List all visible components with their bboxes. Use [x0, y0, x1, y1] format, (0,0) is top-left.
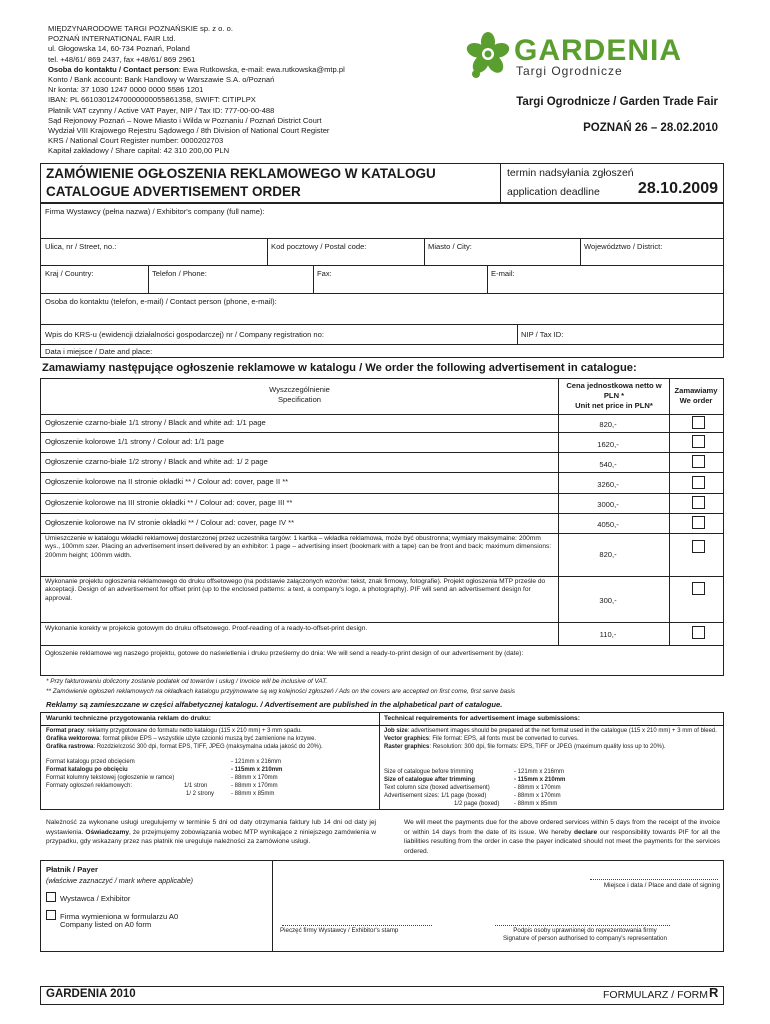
fair-title: Targi Ogrodnicze / Garden Trade Fair: [516, 96, 718, 108]
cover-note: ** Zamówienie ogłoszeń reklamowych na okładkach katalogu przyjmowane są wg kolejności zgłoszeń / Ads on the covers are accepted on first come, first serve basis: [46, 688, 515, 695]
payment-text: We will meet the payments due for the above ordered services within 5 days from the receipt of the invoice or within 14 days from the date of its issue. We hereby: [404, 819, 720, 836]
table-row-price: 110,-: [599, 630, 617, 639]
organizer-info: [48, 24, 468, 157]
spec-header-pl: Wyszczególnienie: [269, 385, 330, 394]
tech-title-en: Technical requirements for advertisement image submissions:: [384, 715, 580, 722]
tech-def: : reklamy przygotowane do formatu netto katalogu (115 x 210 mm) + 3 mm spadu.: [84, 728, 302, 734]
spec-header-en: Specification: [277, 395, 322, 404]
footer-event: GARDENIA 2010: [46, 988, 136, 1000]
street-field[interactable]: Ulica, nr / Street, no.:: [45, 242, 117, 251]
payer-option-label: Wystawca / Exhibitor: [60, 894, 131, 903]
exhibitor-stamp-field[interactable]: Pieczęć firmy Wystawcy / Exhibitor's stamp: [280, 927, 399, 934]
email-field[interactable]: E-mail:: [491, 269, 515, 278]
signature-label-pl: Podpis osoby uprawnionej do reprezentowania firmy: [513, 927, 657, 934]
size-value: - 88mm x 170mm: [514, 785, 561, 791]
payment-text: , że przejmujemy zobowiązania wobec MTP wynikające z niniejszego zamówienia w przypadku, gdy wskazany przez nas płatnik nie ureguluje należności za zamówione usługi.: [46, 828, 376, 845]
table-row-spec: Ogłoszenie czarno-białe 1/2 strony / Black and white ad: 1/ 2 page: [45, 457, 268, 466]
table-row-price: 1620,-: [597, 440, 619, 449]
order-header-pl: Zamawiamy: [674, 386, 718, 395]
order-checkbox[interactable]: [692, 582, 705, 595]
postal-code-field[interactable]: Kod pocztowy / Postal code:: [271, 242, 367, 251]
table-row-price: 540,-: [599, 460, 617, 469]
org-line: KRS / National Court Register number: 0000202703: [48, 136, 224, 146]
org-contact-label: Osoba do kontaktu / Contact person: [48, 64, 179, 74]
size-value: - 88mm x 170mm: [231, 775, 278, 781]
deadline-label-en: application deadline: [507, 186, 600, 198]
order-checkbox[interactable]: [692, 626, 705, 639]
size-label: Size of catalogue after trimming: [384, 777, 476, 783]
payer-option-label: Firma wymieniona w formularzu A0: [60, 912, 179, 921]
payment-text: declare: [574, 828, 598, 836]
org-line: MIĘDZYNARODOWE TARGI POZNAŃSKIE sp. z o. o.: [48, 24, 233, 33]
table-row-price: 820,-: [599, 550, 617, 559]
order-header-en: We order: [679, 396, 713, 405]
order-checkbox[interactable]: [692, 435, 705, 448]
tech-term: Grafika wektorowa: [46, 736, 100, 742]
phone-field[interactable]: Telefon / Phone:: [152, 269, 207, 278]
spec-header: [41, 385, 558, 405]
org-line: POZNAŃ INTERNATIONAL FAIR Ltd.: [48, 34, 176, 44]
vat-note: * Przy fakturowaniu doliczony zostanie podatek od towarów i usług / Invoice will be inclusive of VAT.: [46, 678, 328, 685]
table-row-price: 300,-: [599, 596, 617, 605]
org-line: Nr konta: 37 1030 1247 0000 0000 5586 1201: [48, 85, 204, 95]
size-label: Formaty ogłoszeń reklamowych:: [46, 783, 133, 789]
size-label: Format katalogu po obcięciu: [46, 767, 128, 773]
sizes-pl: [46, 758, 374, 798]
payment-text: our responsibility towards PIF for all the liabilities resulting from the order in case the payer indicated should not meet the payments for the services ordered.: [404, 828, 720, 855]
table-row-price: 3260,-: [597, 480, 619, 489]
table-row-price: 3000,-: [597, 500, 619, 509]
table-row-spec: Umieszczenie w katalogu wkładki reklamowej dostarczonej przez uczestnika targów: 1 kartka – wkładka reklamowa, może być obustronna; wymiary maksymalne: 200mm wys., 100mm szer. Placing an advertisement insert delivered by an exhibitor: 1 page – advertising insert (bookmark with a tape) can be front and back; maximum dimensions: 200mm height; 100mm width.: [45, 535, 552, 559]
registration-field[interactable]: Wpis do KRS-u (ewidencji działalności gospodarczej) nr / Company registration no:: [45, 330, 324, 339]
table-row-spec: Ogłoszenie kolorowe 1/1 strony / Colour ad: 1/1 page: [45, 437, 224, 446]
payment-terms-en: [404, 818, 720, 856]
org-line: ul. Głogowska 14, 60-734 Poznań, Poland: [48, 44, 190, 54]
tech-title-pl: Warunki techniczne przygotowania reklam do druku:: [46, 715, 211, 722]
order-checkbox[interactable]: [692, 416, 705, 429]
org-line: Wydział VIII Krajowego Rejestru Sądowego / 8th Division of National Court Register: [48, 126, 330, 136]
payer-option-exhibitor[interactable]: [46, 892, 130, 903]
order-checkbox[interactable]: [692, 476, 705, 489]
price-header-en: Unit net price in PLN*: [575, 401, 653, 410]
fax-field[interactable]: Fax:: [317, 269, 332, 278]
table-row-price: 4050,-: [597, 520, 619, 529]
size-label: Advertisement sizes: 1/1 page (boxed): [384, 793, 487, 799]
org-contact: [48, 65, 468, 75]
price-header: [559, 381, 669, 411]
tech-text-en: [384, 727, 718, 751]
tax-id-field[interactable]: NIP / Tax ID:: [521, 330, 564, 339]
signature-field[interactable]: [470, 927, 700, 944]
contact-person-field[interactable]: Osoba do kontaktu (telefon, e-mail) / Contact person (phone, e-mail):: [45, 297, 277, 306]
payer-title: Płatnik / Payer: [46, 865, 98, 874]
tech-term: Vector graphics: [384, 736, 430, 742]
alphabetical-note: Reklamy są zamieszczane w części alfabetycznej katalogu. / Advertisement are published in the alphabetical part of catalogue.: [46, 700, 503, 709]
tech-text-pl: [46, 727, 374, 751]
fair-place-date: POZNAŃ 26 – 28.02.2010: [583, 122, 718, 134]
table-row-spec: Ogłoszenie kolorowe na IV stronie okładki ** / Colour ad: cover, page IV **: [45, 518, 295, 527]
payment-text: Należność za wykonane usługi uregulujemy w terminie 5 dni od daty otrzymania faktury lub 14 dni od daty jej wystawienia.: [46, 819, 376, 836]
tech-term: Grafika rastrowa: [46, 744, 94, 750]
order-checkbox[interactable]: [692, 496, 705, 509]
district-field[interactable]: Województwo / District:: [584, 242, 663, 251]
table-row-spec: Ogłoszenie kolorowe na III stronie okładki ** / Colour ad: cover, page III **: [45, 498, 293, 507]
place-date-signing-field[interactable]: Miejsce i data / Place and date of signing: [603, 882, 720, 889]
gardenia-logo: [466, 28, 696, 84]
payment-terms-pl: [46, 818, 376, 847]
org-line: Płatnik VAT czynny / Active VAT Payer, NIP / Tax ID: 777-00-00-488: [48, 105, 275, 115]
size-value: - 88mm x 85mm: [514, 801, 558, 807]
size-label: Text column size (boxed advertisement): [384, 785, 490, 791]
size-label: Format kolumny tekstowej (ogłoszenie w ramce): [46, 775, 175, 781]
city-field[interactable]: Miasto / City:: [428, 242, 472, 251]
table-row-spec: Ogłoszenie kolorowe na II stronie okładki ** / Colour ad: cover, page II **: [45, 477, 289, 486]
country-field[interactable]: Kraj / Country:: [45, 269, 94, 278]
deadline-date: 28.10.2009: [637, 180, 718, 197]
tech-def: : advertisement images should be prepared at the net format used in the catalogue (115 x 210 mm) + 3 mm of bleed.: [407, 728, 717, 734]
size-value: - 115mm x 210mm: [514, 777, 566, 783]
date-place-field[interactable]: Data i miejsce / Date and place:: [45, 347, 153, 356]
sizes-en: [384, 768, 718, 808]
payer-option-company-en: Company listed on A0 form: [60, 920, 152, 929]
table-row-spec: Ogłoszenie czarno-białe 1/1 strony / Black and white ad: 1/1 page: [45, 418, 266, 427]
payment-text: Oświadczamy: [85, 828, 129, 836]
payer-checkbox[interactable]: [46, 892, 56, 902]
tech-def: : Resolution: 300 dpi, file formats: EPS, TIFF or JPEG (maximum quality loss up to 20%).: [429, 744, 666, 750]
size-value: - 88mm x 85mm: [231, 791, 275, 797]
logo-subtitle: Targi Ogrodnicze: [516, 64, 623, 78]
size-value: - 88mm x 170mm: [231, 783, 278, 789]
order-checkbox[interactable]: [692, 455, 705, 468]
tech-def: : Rozdzielczość 300 dpi, format EPS, TIFF, JPEG (maksymalna udała jakość do 20%).: [93, 744, 323, 750]
footer-form-label: FORMULARZ / FORM: [603, 989, 708, 1001]
size-label: Size of catalogue before trimming: [384, 769, 474, 775]
org-line: Konto / Bank account: Bank Handlowy w Warszawie S.A. o/Poznań: [48, 75, 275, 85]
table-row-spec: Wykonanie korekty w projekcie gotowym do druku offsetowego. Proof-reading of a ready-to-offset-print design.: [45, 625, 368, 632]
size-label: Format katalogu przed obcięciem: [46, 759, 135, 765]
tech-def: : format plików EPS – wszystkie użyte czcionki muszą być zamienione na krzywe.: [99, 736, 317, 742]
print-ready-date-field[interactable]: Ogłoszenie reklamowe wg naszego projektu, gotowe do naświetlenia i druku prześlemy do dnia: We will send a ready-to-print design of our advertisement by (date):: [45, 650, 524, 657]
form-title-pl: ZAMÓWIENIE OGŁOSZENIA REKLAMOWEGO W KATALOGU: [46, 166, 436, 181]
org-line: IBAN: PL 66103012470000000055861358, SWIFT: CITIPLPX: [48, 95, 256, 105]
tech-term: Raster graphics: [384, 744, 430, 750]
form-title-en: CATALOGUE ADVERTISEMENT ORDER: [46, 184, 301, 199]
deadline-label-pl: termin nadsyłania zgłoszeń: [507, 167, 634, 179]
size-value: - 121mm x 216mm: [231, 759, 282, 765]
order-checkbox[interactable]: [692, 516, 705, 529]
size-value: - 121mm x 216mm: [514, 769, 565, 775]
payer-checkbox[interactable]: [46, 910, 56, 920]
order-heading: Zamawiamy następujące ogłoszenie reklamowe w katalogu / We order the following advertisement in catalogue:: [42, 362, 637, 374]
size-label: 1/ 2 strony: [186, 791, 215, 797]
logo-wordmark: GARDENIA: [514, 34, 683, 67]
size-label: 1/2 page (boxed): [454, 801, 500, 807]
tech-def: : File format: EPS, all fonts must be converted to curves.: [429, 736, 579, 742]
org-line: Sąd Rejonowy Poznań – Nowe Miasto i Wilda w Poznaniu / Poznań District Court: [48, 115, 322, 125]
size-value: - 88mm x 170mm: [514, 793, 561, 799]
footer-form-letter: R: [709, 985, 719, 1000]
org-line: tel. +48/61/ 869 2437, fax +48/61/ 869 2961: [48, 54, 196, 64]
order-header: [670, 386, 722, 406]
tech-term: Format pracy: [46, 728, 85, 734]
size-label: 1/1 stron: [184, 783, 208, 789]
company-name-field[interactable]: Firma Wystawcy (pełna nazwa) / Exhibitor's company (full name):: [45, 207, 265, 216]
price-header-pl: Cena jednostkowa netto w PLN *: [566, 381, 662, 400]
tech-term: Job size: [384, 728, 408, 734]
table-row-price: 820,-: [599, 420, 617, 429]
table-row-spec: Wykonanie projektu ogłoszenia reklamowego do druku offsetowego (na podstawie załączonych wzorów: tekst, znak firmowy, fotografie). Projekt ogłoszenia MTP prześle do akceptacji. Design of an advertisement for offset print (up to the enclosed patterns: a text, a company's logo, a photography). PIF will send an advertisement design for approval.: [45, 578, 546, 602]
payer-subtitle: (właściwe zaznaczyć / mark where applicable): [46, 876, 193, 885]
org-line: Kapitał zakładowy / Share capital: 42 310 200,00 PLN: [48, 146, 230, 156]
org-contact-value: : Ewa Rutkowska, e-mail: ewa.rutkowska@mtp.pl: [178, 64, 345, 74]
order-checkbox[interactable]: [692, 540, 705, 553]
signature-label-en: Signature of person authorised to company's representation: [503, 935, 667, 943]
size-value: - 115mm x 210mm: [231, 767, 283, 773]
